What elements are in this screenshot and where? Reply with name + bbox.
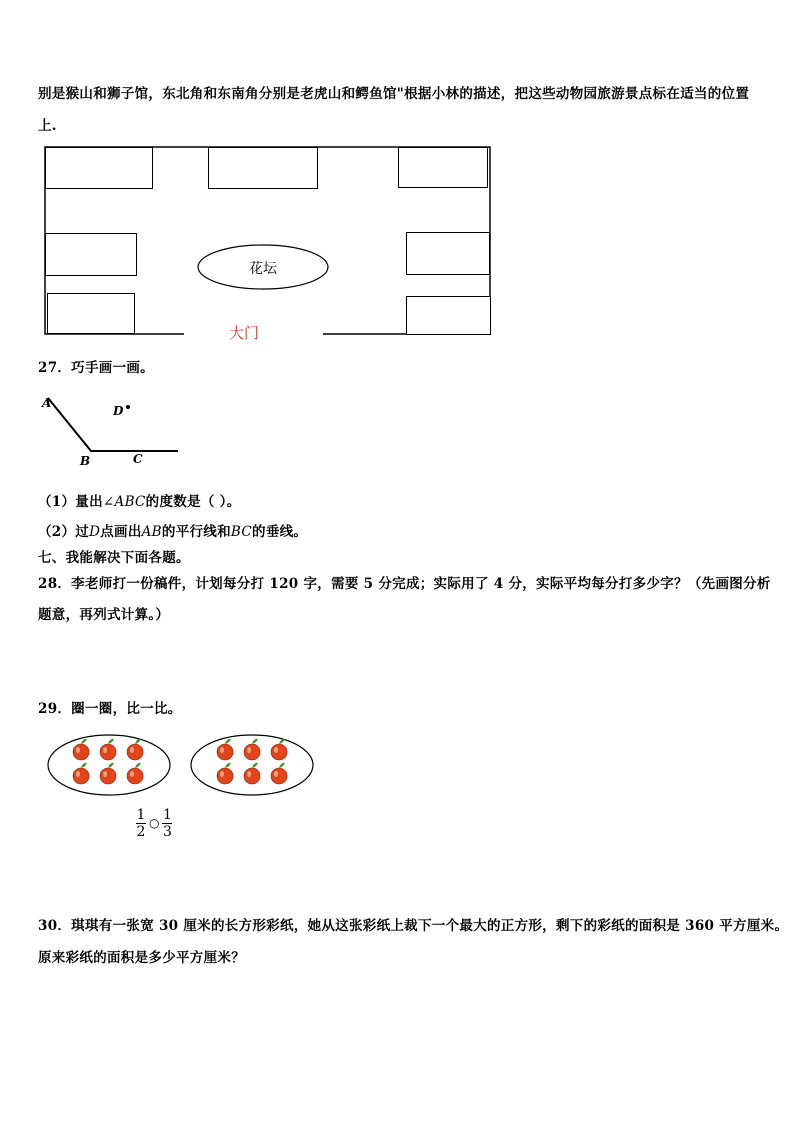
point-a-label: A [42,396,52,410]
fraction-left-num: 1 [136,806,146,823]
compare-circle[interactable]: ○ [149,816,160,830]
apple-icon [127,763,143,784]
apple-icon [127,739,143,760]
q30-text-line2: 原来彩纸的面积是多少平方厘米？ [38,950,245,966]
apple-icon [271,763,287,784]
q30-text-line1: 30．琪琪有一张宽 30 厘米的长方形彩纸，她从这张彩纸上裁下一个最大的正方形，剩下的彩纸的面积是 360 平方厘米。 [38,918,789,934]
apple-icon [217,763,233,784]
fraction-left-den: 2 [136,823,146,840]
apple-icon [271,739,287,760]
apple-groups [46,732,326,802]
q26-text-line2: 上. [38,118,57,134]
q27-item2-point: D [89,524,101,540]
apple-icon [73,763,89,784]
fraction-right-num: 1 [163,806,172,823]
q26-text-line1: 别是猴山和狮子馆，东北角和东南角分别是老虎山和鳄鱼馆"根据小林的描述，把这些动物园旅游景点标在适当的位置 [38,86,750,102]
q27-title: 27．巧手画一画。 [38,360,154,376]
gate-label: 大门 [228,324,259,342]
apple-icon [244,739,260,760]
q27-item2-suffix: 的垂线。 [252,524,308,540]
flowerbed-label: 花坛 [249,261,277,277]
q27-item2-prefix: （2）过 [38,524,90,540]
q27-item1-prefix: （1）量出 [38,494,103,510]
q27-item2-mid2: 的平行线和 [161,524,231,540]
apple-icon [217,739,233,760]
point-c-label: C [133,452,143,466]
q28-text-line1: 28．李老师打一份稿件，计划每分打 120 字，需要 5 分完成；实际用了 4 分，实际平均每分打多少字？（先画图分析 [38,576,771,592]
apple-icon [100,739,116,760]
apple-icon [100,763,116,784]
fraction-comparison [136,803,172,843]
q27-item2-line2: BC [230,524,253,540]
section7-title: 七、我能解决下面各题。 [38,550,190,566]
q27-item2-mid1: 点画出 [100,524,142,540]
q27-item2-line1: AB [141,524,162,540]
fraction-right-den: 3 [163,823,172,840]
fraction-right [162,807,172,840]
point-d-label: D [113,404,124,418]
q27-item1-suffix: 的度数是（ ）。 [145,494,241,510]
q27-item1-angle: ∠ABC [102,494,146,510]
q27-item2 [38,520,307,540]
point-b-label: B [80,454,91,468]
angle-abc-figure [38,392,198,472]
point-d-dot [126,405,130,409]
q28-text-line2: 题意，再列式计算。） [38,607,170,623]
q29-title: 29．圈一圈，比一比。 [38,701,182,717]
zoo-map [44,146,492,342]
apple-icon [244,763,260,784]
q27-item1 [38,490,241,510]
fraction-left [136,807,146,840]
flowerbed [44,146,492,336]
apple-icon [73,739,89,760]
